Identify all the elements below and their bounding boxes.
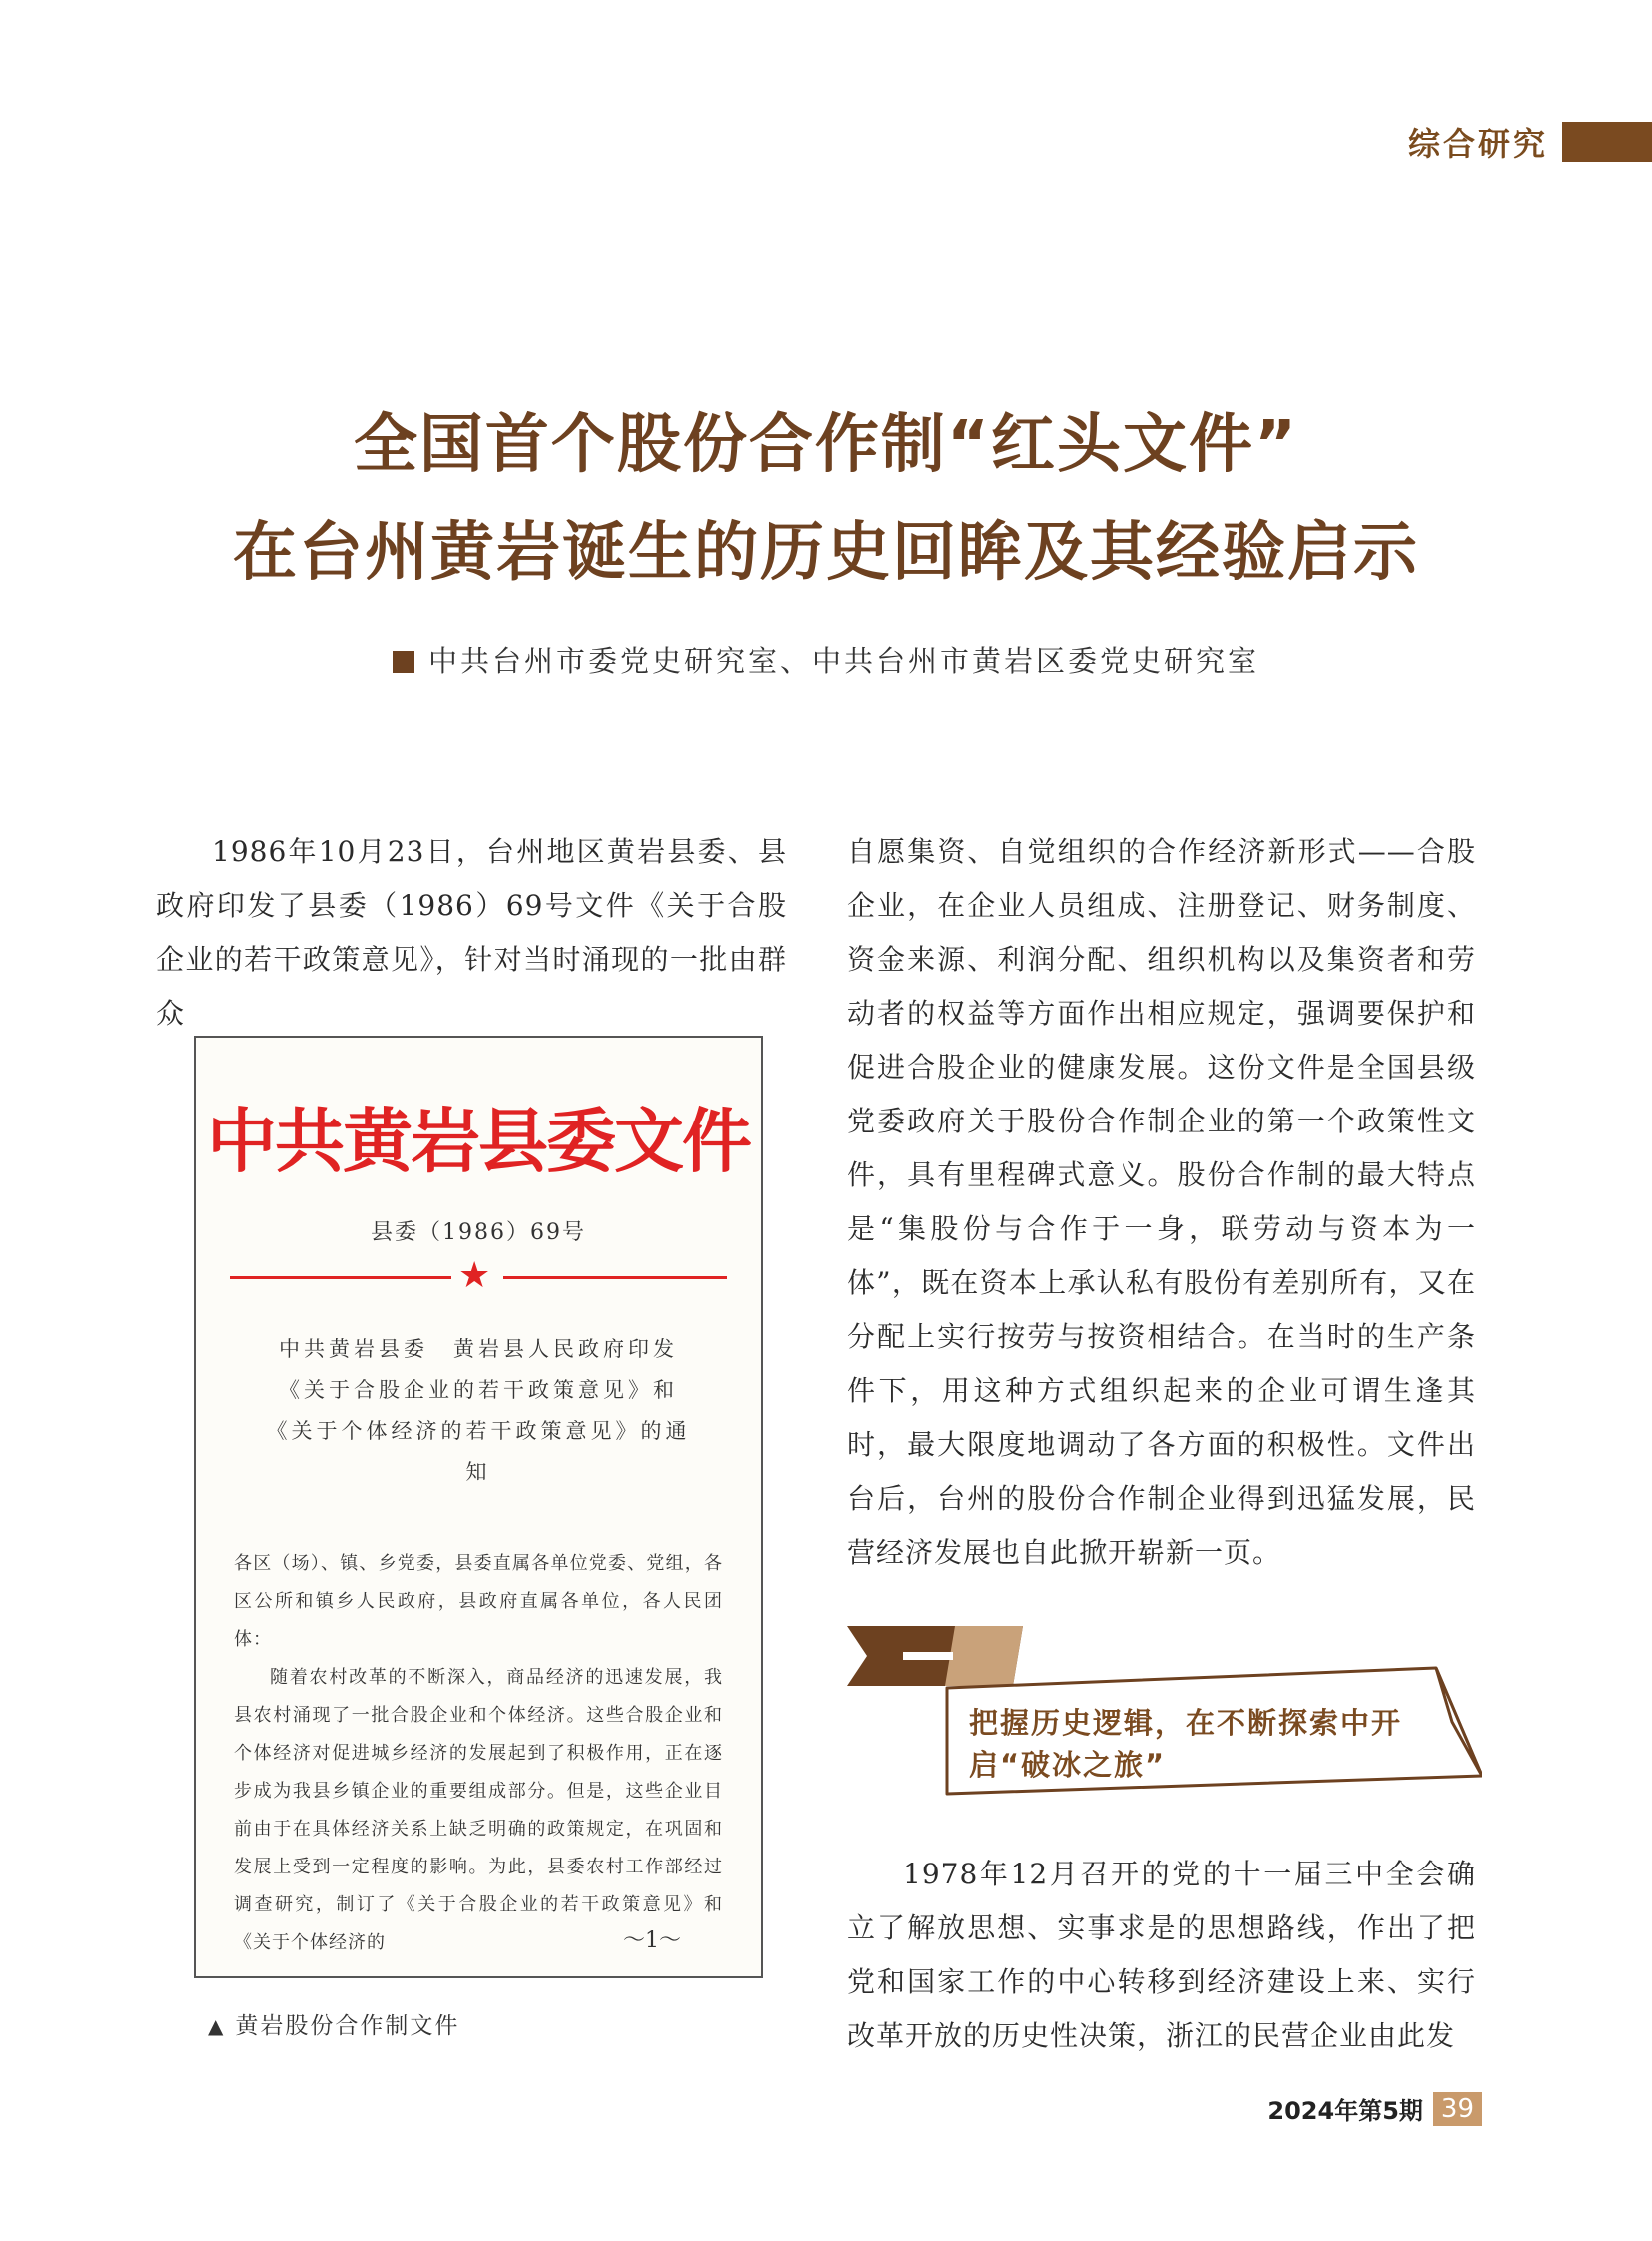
authors bbox=[0, 639, 1652, 680]
figure-body-salutation: 各区（场）、镇、乡党委，县委直属各单位党委、党组，各区公所和镇乡人民政府，县政府直属各单位，各人民团体： bbox=[234, 1553, 723, 1650]
section-label: 综合研究 bbox=[1407, 125, 1548, 163]
figure-notice: 中共黄岩县委 黄岩县人民政府印发《关于合股企业的若干政策意见》和《关于个体经济的若干政策意见》的通知 bbox=[266, 1337, 691, 1484]
paragraph: 1986年10月23日，台州地区黄岩县委、县政府印发了县委（1986）69号文件《关于合股企业的若干政策意见》，针对当时涌现的一批由群众 bbox=[156, 835, 787, 1030]
title-line-1: 全国首个股份合作制“红头文件” bbox=[353, 408, 1299, 482]
star-icon: ★ bbox=[458, 1255, 491, 1296]
figure-body-text: 随着农村改革的不断深入，商品经济的迅速发展，我县农村涌现了一批合股企业和个体经济。这些合股企业和个体经济对促进城乡经济的发展起到了积极作用，正在逐步成为我县乡镇企业的重要组成部分。但是，这些企业目前由于在具体经济关系上缺乏明确的政策规定，在巩固和发展上受到一定程度的影响。为此，县委农村工作部经过调查研究，制订了《关于合股企业的若干政策意见》和《关于个体经济的 bbox=[234, 1667, 723, 1953]
document-figure bbox=[194, 1036, 763, 1978]
right-column-section-text bbox=[847, 1848, 1476, 2063]
figure-red-rule-right bbox=[503, 1276, 727, 1279]
figure-page-number: ～1～ bbox=[623, 1928, 681, 1953]
left-column-intro bbox=[156, 825, 787, 1041]
paragraph: 自愿集资、自觉组织的合作经济新形式——合股企业，在企业人员组成、注册登记、财务制度、资金来源、利润分配、组织机构以及集资者和劳动者的权益等方面作出相应规定，强调要保护和促进合股企业的健康发展。这份文件是全国县级党委政府关于股份合作制企业的第一个政策性文件，具有里程碑式意义。股份合作制的最大特点是“集股份与合作于一身，联劳动与资本为一体”，既在资本上承认私有股份有差别所有，又在分配上实行按劳与按资相结合。在当时的生产条件下，用这种方式组织起来的企业可谓生逢其时，最大限度地调动了各方面的积极性。文件出台后，台州的股份合作制企业得到迅猛发展，民营经济发展也自此掀开崭新一页。 bbox=[847, 835, 1476, 1569]
section-bar bbox=[1562, 122, 1652, 162]
right-column-text bbox=[847, 825, 1476, 1580]
page-footer bbox=[1267, 2091, 1482, 2126]
article-title bbox=[0, 391, 1652, 607]
section-header bbox=[1408, 121, 1652, 163]
figure-red-rule-left bbox=[230, 1276, 451, 1279]
figure-body bbox=[234, 1545, 723, 1962]
title-line-2: 在台州黄岩诞生的历史回眸及其经验启示 bbox=[233, 516, 1419, 590]
subheading-text: 把握历史逻辑，在不断探索中开启“破冰之旅” bbox=[969, 1706, 1403, 1782]
triangle-icon: ▲ bbox=[208, 2014, 226, 2038]
subheading-banner bbox=[847, 1626, 1482, 1816]
author-marker-icon bbox=[393, 651, 414, 673]
caption-text: 黄岩股份合作制文件 bbox=[235, 2013, 460, 2039]
figure-header: 中共黄岩县委文件 bbox=[207, 1101, 750, 1182]
figure-caption bbox=[208, 2007, 459, 2040]
issue-label: 2024年第5期 bbox=[1267, 2097, 1423, 2125]
page-number: 39 bbox=[1433, 2092, 1482, 2126]
author-text: 中共台州市委党史研究室、中共台州市黄岩区委党史研究室 bbox=[427, 644, 1259, 678]
figure-doc-number: 县委（1986）69号 bbox=[371, 1220, 586, 1245]
paragraph: 1978年12月召开的党的十一届三中全会确立了解放思想、实事求是的思想路线，作出了把党和国家工作的中心转移到经济建设上来、实行改革开放的历史性决策，浙江的民营企业由此发 bbox=[847, 1858, 1476, 2052]
